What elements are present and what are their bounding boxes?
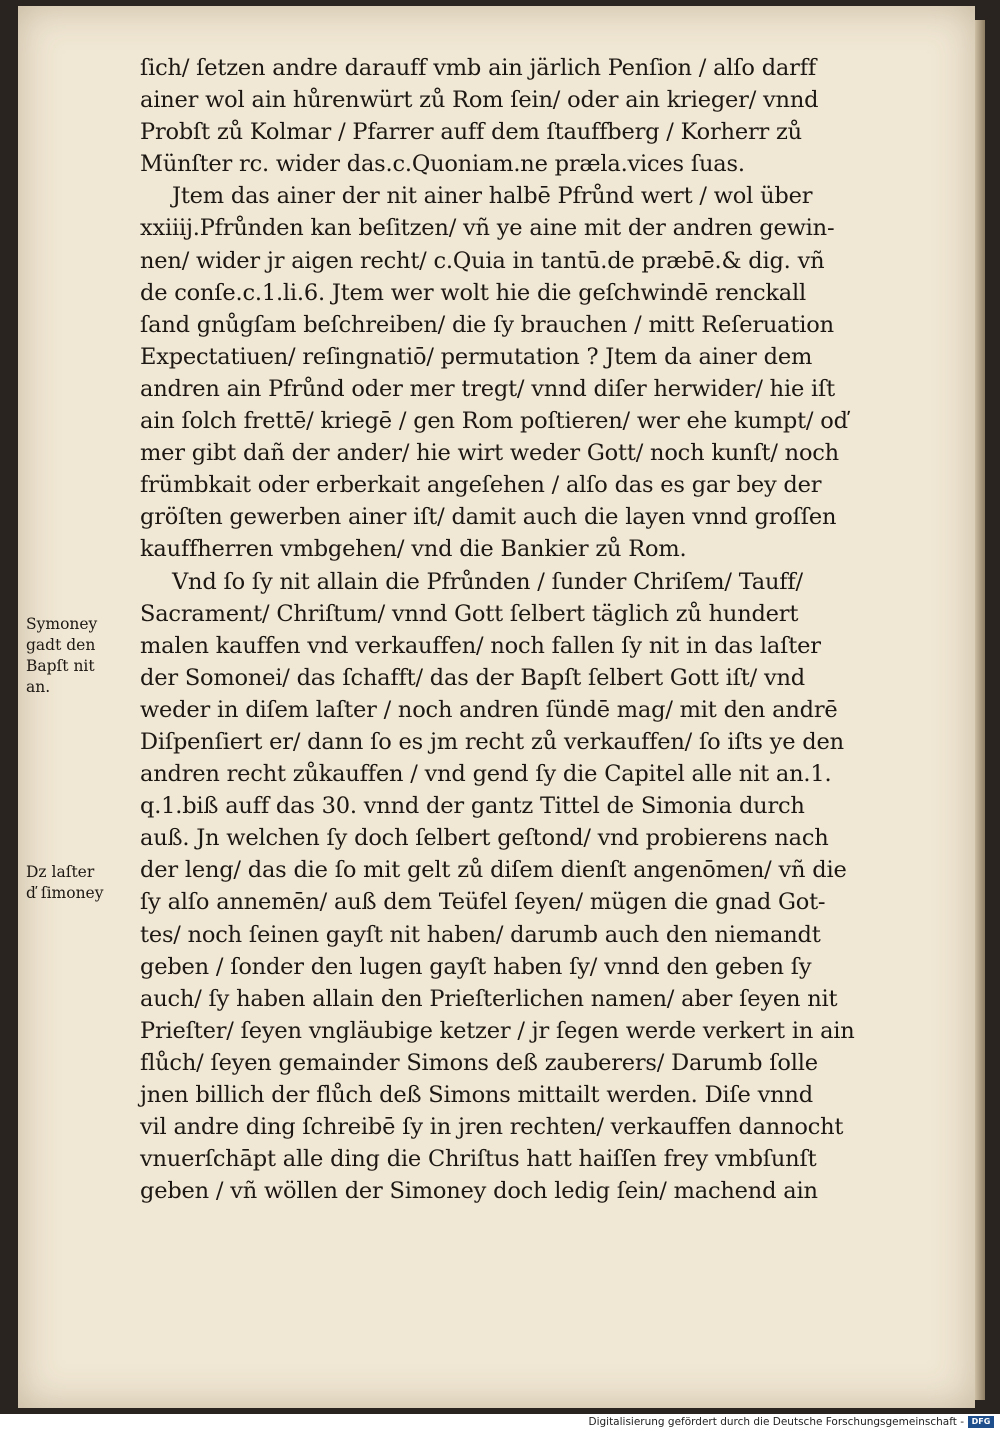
text-line: Diſpenſiert er/ dann ſo es jm recht zů verkauffen/ ſo iſts ye den: [140, 728, 844, 755]
text-line: ain ſolch frettē/ kriegē / gen Rom poſtieren/ wer ehe kumpt/ oď: [140, 408, 848, 435]
text-line: tes/ noch ſeinen gayſt nit haben/ darumb auch den niemandt: [140, 921, 821, 948]
text-line: geben / ſonder den lugen gayſt haben ſy/ vnnd den geben ſy: [140, 953, 812, 980]
text-line: auß. Jn welchen ſy doch ſelbert geſtond/ vnd probierens nach: [140, 825, 829, 852]
text-line: der leng/ das die ſo mit gelt zů diſem dienſt angenōmen/ vñ die: [140, 857, 847, 884]
dfg-logo: DFG: [968, 1416, 994, 1428]
main-text-block: [140, 52, 900, 1207]
marginal-note-vice: [26, 862, 136, 904]
marginal-note-simony: [26, 614, 136, 698]
marginal-line: Bapſt nit: [26, 657, 95, 675]
text-line: frümbkait oder erberkait angeſehen / alſo das es gar bey der: [140, 472, 822, 499]
marginal-line: ď ſimoney: [26, 884, 104, 902]
text-line: Münſter rc. wider das.c.Quoniam.ne præla.vices ſuas.: [140, 151, 745, 178]
text-line: jnen billich der flůch deß Simons mittailt werden. Diſe vnnd: [140, 1082, 813, 1108]
text-line: ſy alſo annemēn/ auß dem Teüfel ſeyen/ mügen die gnad Got-: [140, 889, 826, 916]
text-line: Probſt zů Kolmar / Pfarrer auff dem ſtauffberg / Korherr zů: [140, 119, 802, 146]
text-line: gröſten gewerben ainer iſt/ damit auch die layen vnnd groſſen: [140, 504, 837, 531]
text-line: q.1.biß auff das 30. vnnd der gantz Tittel de Simonia durch: [140, 793, 805, 820]
text-line: vnuerſchāpt alle ding die Chriſtus hatt haiſſen frey vmbſunſt: [140, 1146, 817, 1173]
page-edge: [975, 20, 985, 1400]
text-line: nen/ wider jr aigen recht/ c.Quia in tantū.de præbē.& dig. vñ: [140, 247, 825, 274]
marginal-line: Dz laſter: [26, 863, 95, 881]
text-line: vil andre ding ſchreibē ſy in jren rechten/ verkauffen dannocht: [140, 1114, 844, 1141]
text-line: Prieſter/ ſeyen vngläubige ketzer / jr ſegen werde verkert in ain: [140, 1017, 855, 1044]
text-line: der Somonei/ das ſchafft/ das der Bapſt ſelbert Gott iſt/ vnd: [140, 664, 805, 691]
text-line: xxiiij.Pfrůnden kan beſitzen/ vñ ye aine mit der andren gewin-: [140, 215, 835, 242]
text-line: de conſe.c.1.li.6. Jtem wer wolt hie die geſchwindē renckall: [140, 279, 807, 306]
text-line: andren ain Pfrůnd oder mer tregt/ vnnd diſer herwider/ hie iſt: [140, 375, 835, 402]
text-line: flůch/ ſeyen gemainder Simons deß zauberers/ Darumb ſolle: [140, 1049, 818, 1076]
funding-credit: Digitalisierung gefördert durch die Deutsche Forschungsgemeinschaft -: [588, 1416, 964, 1428]
marginal-line: an.: [26, 678, 51, 696]
text-line: ſand gnůgſam beſchreiben/ die ſy brauchen / mitt Reſeruation: [140, 311, 834, 338]
text-line: mer gibt dañ der ander/ hie wirt weder Gott/ noch kunſt/ noch: [140, 440, 839, 467]
text-line: andren recht zůkauffen / vnd gend ſy die Capitel alle nit an.1.: [140, 761, 832, 788]
marginal-line: gadt den: [26, 636, 96, 654]
footer-bar: [0, 1414, 1000, 1431]
text-line: malen kauffen vnd verkauffen/ noch fallen ſy nit in das laſter: [140, 632, 821, 659]
text-line: Expectatiuen/ reſingnatiō/ permutation ? Jtem da ainer dem: [140, 343, 813, 370]
text-line: kauffherren vmbgehen/ vnd die Bankier zů Rom.: [140, 536, 687, 563]
text-line: ſich/ ſetzen andre darauff vmb ain järlich Penſion / alſo darff: [140, 55, 816, 81]
text-line: Jtem das ainer der nit ainer halbē Pfrůnd wert / wol über: [172, 183, 813, 210]
text-line: Vnd ſo ſy nit allain die Pfrůnden / ſunder Chriſem/ Tauff/: [172, 568, 803, 595]
text-line: ainer wol ain hůrenwürt zů Rom ſein/ oder ain krieger/ vnnd: [140, 87, 819, 114]
marginal-line: Symoney: [26, 615, 98, 633]
text-line: weder in diſem laſter / noch andren ſündē mag/ mit den andrē: [140, 696, 838, 723]
text-line: Sacrament/ Chriſtum/ vnnd Gott ſelbert täglich zů hundert: [140, 600, 799, 627]
text-line: auch/ ſy haben allain den Prieſterlichen namen/ aber ſeyen nit: [140, 985, 838, 1012]
text-line: geben / vñ wöllen der Simoney doch ledig ſein/ machend ain: [140, 1178, 818, 1205]
